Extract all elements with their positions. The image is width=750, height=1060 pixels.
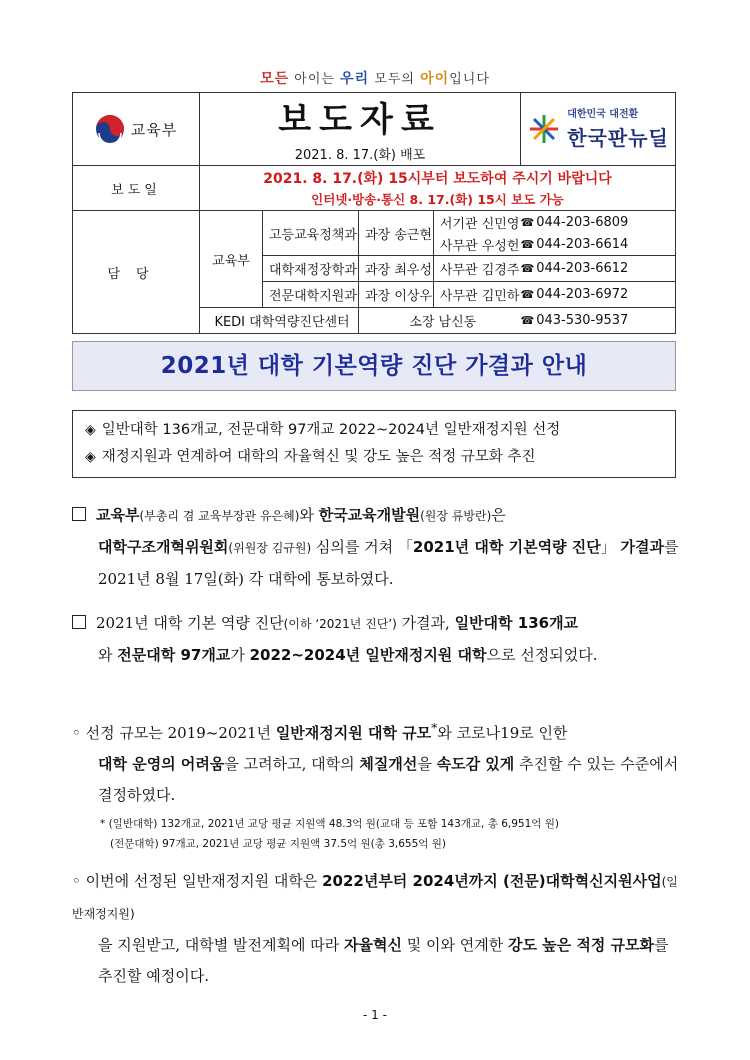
phone-number: 044-203-6972 — [536, 287, 629, 302]
newdeal-tagline: 대한민국 대전환 — [567, 108, 639, 120]
contact-person: 서기관 신민영 — [433, 211, 520, 234]
phone-number: 044-203-6809 — [536, 214, 629, 230]
page-number: - 1 - — [363, 1008, 387, 1022]
footnote-line: (전문대학) 97개교, 2021년 교당 평균 지원액 37.5억 원(총 3,655억 원) — [110, 838, 446, 850]
contact-phone — [521, 233, 676, 256]
release-label: 보도일 — [73, 166, 200, 211]
diamond-bullet-icon: ◈ — [85, 449, 96, 465]
paragraph-text: 대학 운영의 어려움을 고려하고, 대학의 체질개선을 속도감 있게 추진할 수 있는 수준에서 결정하였다. — [98, 755, 679, 804]
paragraph-3 — [72, 712, 682, 811]
slogan-text: 입니다 — [449, 72, 490, 87]
summary-box — [72, 410, 676, 478]
department-name: 대학재정장학과 — [263, 256, 359, 282]
press-release-header — [72, 92, 676, 334]
slogan — [0, 68, 750, 88]
ministry-name: 교육부 — [130, 120, 178, 139]
paragraph-text: 대학구조개혁위원회(위원장 김규원) 심의를 거쳐 「2021년 대학 기본역량 진단」 가결과를 2021년 8월 17일(화) 각 대학에 통보하였다. — [98, 538, 679, 588]
paragraph-text: ◦ 이번에 선정된 일반재정지원 대학은 2022년부터 2024년까지 (전문)대학혁신지원사업(일반재정지원) — [72, 872, 678, 921]
kedi-center: KEDI 대학역량진단센터 — [200, 308, 359, 334]
summary-text: 재정지원과 연계하여 대학의 자율혁신 및 강도 높은 적정 규모화 추진 — [101, 449, 536, 465]
summary-item — [85, 444, 675, 471]
newdeal-emblem-icon — [527, 112, 561, 146]
phone-number: 043-530-9537 — [536, 313, 629, 328]
paragraph-1 — [72, 500, 682, 595]
contact-phone — [521, 211, 676, 234]
paragraph-text: 교육부(부총리 겸 교육부장관 유은혜)와 한국교육개발원(원장 류방란)은 — [72, 500, 682, 532]
ministry-logo-cell — [73, 93, 200, 166]
embargo-line-online: 인터넷·방송·통신 8. 17.(화) 15시 보도 가능 — [311, 192, 564, 207]
paragraph-text: 2021년 대학 기본 역량 진단(이하 ‘2021년 진단’) 가결과, 일반대학 136개교 — [72, 608, 682, 640]
title-cell — [200, 93, 521, 166]
contact-phone — [521, 256, 676, 282]
ministry-emblem-icon — [95, 114, 125, 144]
document-title: 보도자료 — [278, 99, 442, 140]
paragraph-text: 을 지원받고, 대학별 발전계획에 따라 자율혁신 및 이와 연계한 강도 높은 적정 규모화를 추진할 예정이다. — [98, 936, 669, 985]
telephone-icon: ☎ — [520, 288, 535, 301]
contact-person: 사무관 김경주 — [433, 256, 520, 282]
distribution-date: 2021. 8. 17.(화) 배포 — [294, 147, 426, 163]
contact-person: 과장 최우성 — [359, 256, 434, 282]
contact-phone — [521, 282, 676, 308]
contact-person: 과장 이상우 — [359, 282, 434, 308]
slogan-word: 아이 — [420, 71, 450, 87]
slogan-word: 우리 — [340, 71, 370, 87]
ministry-contact-label: 교육부 — [200, 211, 263, 308]
summary-item — [85, 417, 675, 444]
circle-bullet-icon: ◦ — [72, 872, 81, 890]
newdeal-logo-text: 한국판뉴딜 — [567, 125, 669, 150]
telephone-icon: ☎ — [520, 237, 535, 251]
checkbox-bullet-icon — [72, 507, 86, 521]
contact-person: 사무관 우성헌 — [433, 233, 520, 256]
phone-number: 044-203-6612 — [536, 261, 629, 276]
slogan-text: 모두의 — [369, 72, 421, 87]
newdeal-logo-cell — [521, 93, 676, 166]
department-name: 전문대학지원과 — [263, 282, 359, 308]
circle-bullet-icon: ◦ — [72, 724, 81, 742]
footnote-line: * (일반대학) 132개교, 2021년 교당 평균 지원액 48.3억 원(교대 등 포함 143개교, 총 6,951억 원) — [100, 818, 559, 830]
telephone-icon: ☎ — [520, 215, 535, 229]
contact-person: 소장 남신동 — [359, 308, 521, 334]
paragraph-text: ◦ 선정 규모는 2019~2021년 일반재정지원 대학 규모*와 코로나19로 인한 — [72, 720, 568, 742]
diamond-bullet-icon: ◈ — [85, 422, 96, 438]
slogan-text: 아이는 — [289, 72, 341, 87]
summary-text: 일반대학 136개교, 전문대학 97개교 2022~2024년 일반재정지원 선정 — [101, 422, 561, 438]
paragraph-text: 와 전문대학 97개교가 2022~2024년 일반재정지원 대학으로 선정되었다. — [98, 646, 598, 664]
footnote — [100, 814, 660, 854]
paragraph-4 — [72, 866, 682, 992]
contact-person: 사무관 김민하 — [433, 282, 520, 308]
embargo-cell — [200, 166, 676, 211]
contact-label: 담당 — [73, 211, 200, 334]
main-title: 2021년 대학 기본역량 진단 가결과 안내 — [72, 341, 676, 391]
contact-person: 과장 송근현 — [359, 211, 434, 256]
telephone-icon: ☎ — [520, 314, 535, 327]
paragraph-2 — [72, 608, 682, 671]
telephone-icon: ☎ — [520, 262, 535, 275]
checkbox-bullet-icon — [72, 615, 86, 629]
department-name: 고등교육정책과 — [263, 211, 359, 256]
embargo-line: 2021. 8. 17.(화) 15시부터 보도하여 주시기 바랍니다 — [263, 171, 612, 187]
phone-number: 044-203-6614 — [536, 236, 629, 252]
slogan-word: 모든 — [260, 71, 290, 87]
contact-phone — [521, 308, 676, 334]
